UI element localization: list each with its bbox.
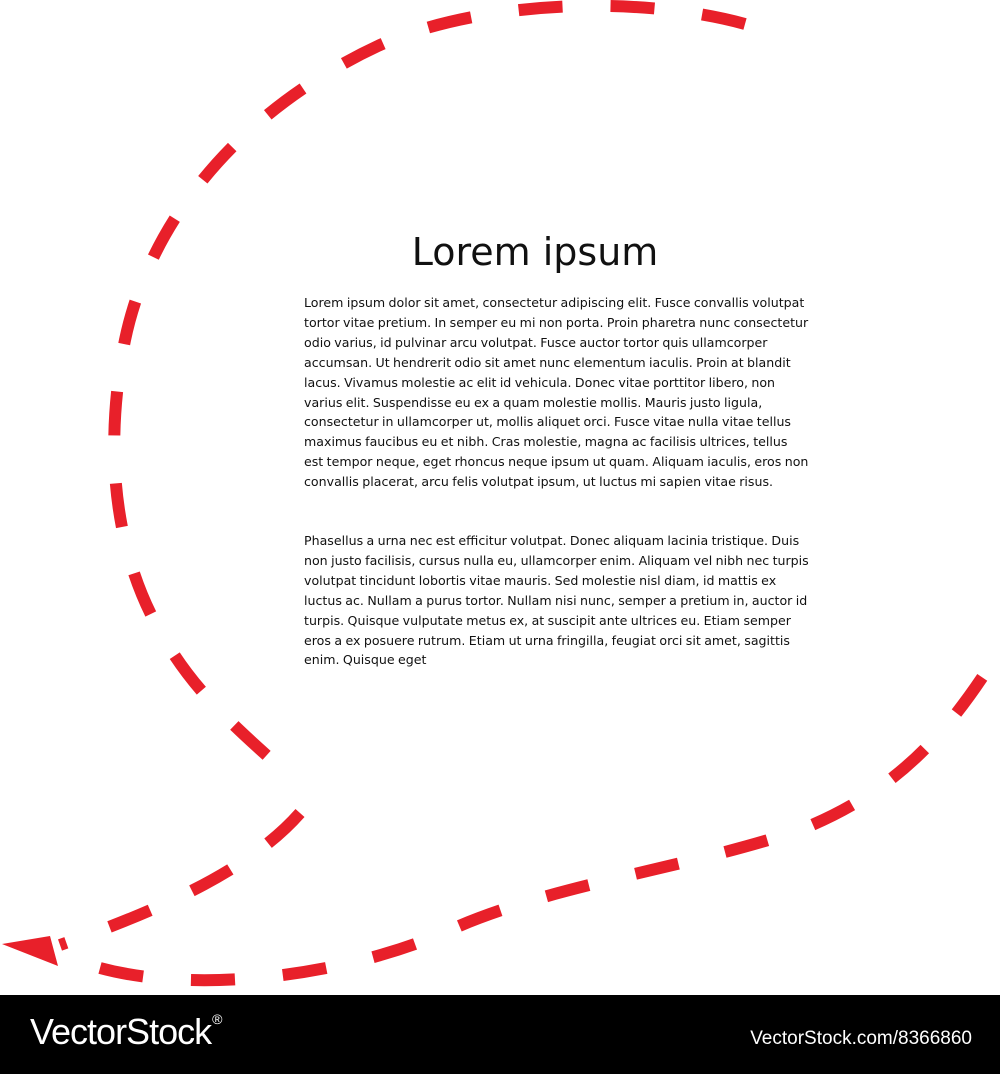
brand-name: VectorStock	[30, 1011, 212, 1052]
vectorstock-logo[interactable]	[30, 1011, 221, 1053]
registered-mark: ®	[212, 1011, 222, 1027]
dashed-path-bottom-curve	[100, 650, 1000, 980]
body-paragraph-2: Phasellus a urna nec est efficitur volutpat. Donec aliquam lacinia tristique. Duis non justo facilisis, cursus nulla eu, ullamcorper enim. Aliquam vel nibh nec turpis volutpat tincidunt lobortis vitae mauris. Sed molestie nisl diam, id mattis ex luctus ac. Nullam a purus tortor. Nullam nisi nunc, semper a pretium in, auctor id turpis. Quisque vulputate metus ex, at suscipit ante ultrices eu. Etiam semper eros a ex posuere rutrum. Etiam ut urna fringilla, feugiat orci sit amet, sagittis enim. Quisque eget	[304, 533, 809, 668]
dashed-path-lower-sweep	[60, 813, 300, 945]
body-paragraph-1: Lorem ipsum dolor sit amet, consectetur adipiscing elit. Fusce convallis volutpat tortor vitae pretium. In semper eu mi non porta. Proin pharetra nunc consectetur odio varius, id pulvinar arcu volutpat. Fusce auctor tortor quis ullamcorper accumsan. Ut hendrerit odio sit amet nunc elementum iaculis. Proin at blandit lacus. Vivamus molestie ac elit id vehicula. Donec vitae porttitor libero, non varius elit. Suspendisse eu ex a quam molestie mollis. Mauris justo ligula, consectetur in ullamcorper ut, mollis aliquet orci. Fusce vitae nulla vitae tellus maximus faucibus eu et nibh. Cras molestie, magna ac facilisis ultrices, tellus est tempor neque, eget rhoncus neque ipsum ut quam. Aliquam iaculis, eros non convallis placerat, arcu felis volutpat ipsum, ut luctus mi sapien vitae risus.	[304, 295, 809, 490]
arrowhead-icon	[2, 936, 58, 966]
page-title: Lorem ipsum	[411, 230, 659, 274]
stock-id-link[interactable]: VectorStock.com/8366860	[750, 1028, 972, 1049]
watermark-footer	[0, 995, 1000, 1074]
